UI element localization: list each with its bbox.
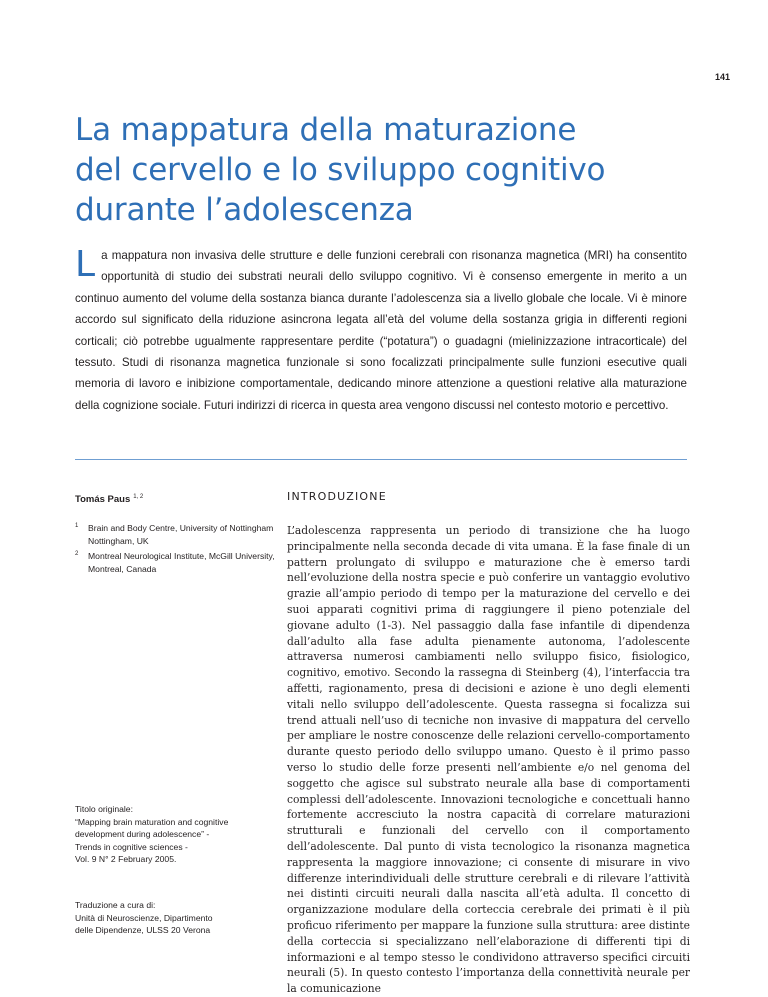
abstract	[75, 245, 687, 416]
body-text: L’adolescenza rappresenta un periodo di transizione che ha luogo principalmente nella seconda decade di vita umana. È la fase finale di un pattern prolungato di sviluppo e maturazione che è emerso tardi nell’evoluzione della nostra specie e può conferire un vantaggio evolutivo grazie all’ampio periodo di tempo per la maturazione del cervello e dei suoi apparati cognitivi prima di raggiungere il pieno potenziale del giovane adulto (1-3). Nel passaggio dalla fase infantile di dipendenza dall’adulto alla fase adulta pienamente autonoma, l’adolescente attraversa numerosi cambiamenti nello sviluppo fisico, fisiologico, cognitivo, emotivo. Secondo la rassegna di Steinberg (4), l’interfaccia tra affetti, ragionamento, presa di decisioni e azione è uno degli elementi vitali nello sviluppo dell’adolescente. Questa rassegna si focalizza sui trend attuali nell’uso di tecniche non invasive di mappatura del cervello per ampliare le nostre conoscenze delle relazioni cervello-comportamento durante questo periodo dello sviluppo umano. Questo è il primo passo verso lo studio delle forze presenti nell’ambiente e/o nel genoma del soggetto che agisce sul substrato neurale alla base di comportamenti complessi dell’adolescente. Innovazioni tecnologiche e concettuali hanno fortemente accresciuto la nostra capacità di correlare maturazioni strutturali e funzionali del cervello con il comportamento dell’adolescente. Dal punto di vista tecnologico la risonanza magnetica rappresenta la maggiore innovazione; ci consente di misurare in vivo differenze interindividuali delle strutture cerebrali e di rilevare l’attività nei distinti circuiti neurali dalla nascita all’età adulta. Il concetto di organizzazione modulare della corteccia cerebrale dei primati è il più proficuo riferimento per mappare la funzione sulla struttura: aree distinte della corteccia si specializzano nell’elaborazione di differenti tipi di informazioni e al tempo stesso le condividono attraverso specifici circuiti neurali (5). In questo contesto l’importanza della connettività neurale per la comunicazione	[287, 524, 690, 996]
page-number: 141	[714, 72, 730, 82]
note-line: Titolo originale:	[75, 804, 133, 814]
note-line: “Mapping brain maturation and cognitive	[75, 816, 229, 827]
abstract-text: a mappatura non invasiva delle strutture e delle funzioni cerebrali con risonanza magnetica (MRI) ha consentito opportunità di studio dei substrati neurali dello sviluppo cognitivo. Vi è consenso emergente in merito a un continuo aumento del volume della sostanza bianca durante l’adolescenza sia a livello globale che locale. Vi è minore accordo sul significato della riduzione asincrona legata all’età del volume della sostanza grigia in differenti regioni corticali; ciò potrebbe ugualmente rappresentare perdite (“potatura”) o guadagni (mielinizzazione intracorticale) del tessuto. Studi di risonanza magnetica funzionale si sono focalizzati principalmente sulle funzioni esecutive quali memoria di lavoro e inibizione comportamentale, dedicando minore attenzione a questioni relative alla maturazione della cognizione sociale. Futuri indirizzi di ricerca in questa area vengono discussi nel contesto motorio e percettivo.	[75, 249, 687, 412]
affiliations-list	[75, 522, 275, 578]
drop-cap: L	[75, 244, 96, 285]
note-line: Unità di Neuroscienze, Dipartimento	[75, 912, 213, 923]
title-line: La mappatura della maturazione	[75, 112, 577, 148]
title-line: del cervello e lo sviluppo cognitivo	[75, 152, 606, 188]
author-name-text: Tomás Paus	[75, 494, 131, 506]
affiliation-number: 2	[75, 551, 79, 557]
note-line: delle Dipendenze, ULSS 20 Verona	[75, 925, 211, 935]
original-title-note	[75, 803, 275, 866]
author-superscripts: 1, 2	[133, 494, 144, 500]
author-name	[75, 494, 143, 505]
affiliation-item	[75, 522, 275, 547]
article-title	[75, 110, 715, 230]
affiliation-item	[75, 550, 275, 575]
affiliation-number: 1	[75, 523, 79, 529]
section-divider	[75, 459, 687, 460]
translation-note	[75, 899, 275, 937]
title-line: durante l’adolescenza	[75, 192, 414, 228]
note-line: Trends in cognitive sciences -	[75, 841, 188, 852]
note-line: development during adolescence” -	[75, 829, 210, 839]
section-heading: INTRODUZIONE	[287, 490, 387, 503]
note-line: Traduzione a cura di:	[75, 900, 156, 910]
affiliation-text: Montreal Neurological Institute, McGill University, Montreal, Canada	[88, 551, 275, 574]
affiliation-text: Brain and Body Centre, University of Nottingham Nottingham, UK	[88, 523, 274, 546]
note-line: Vol. 9 N° 2 February 2005.	[75, 854, 177, 864]
